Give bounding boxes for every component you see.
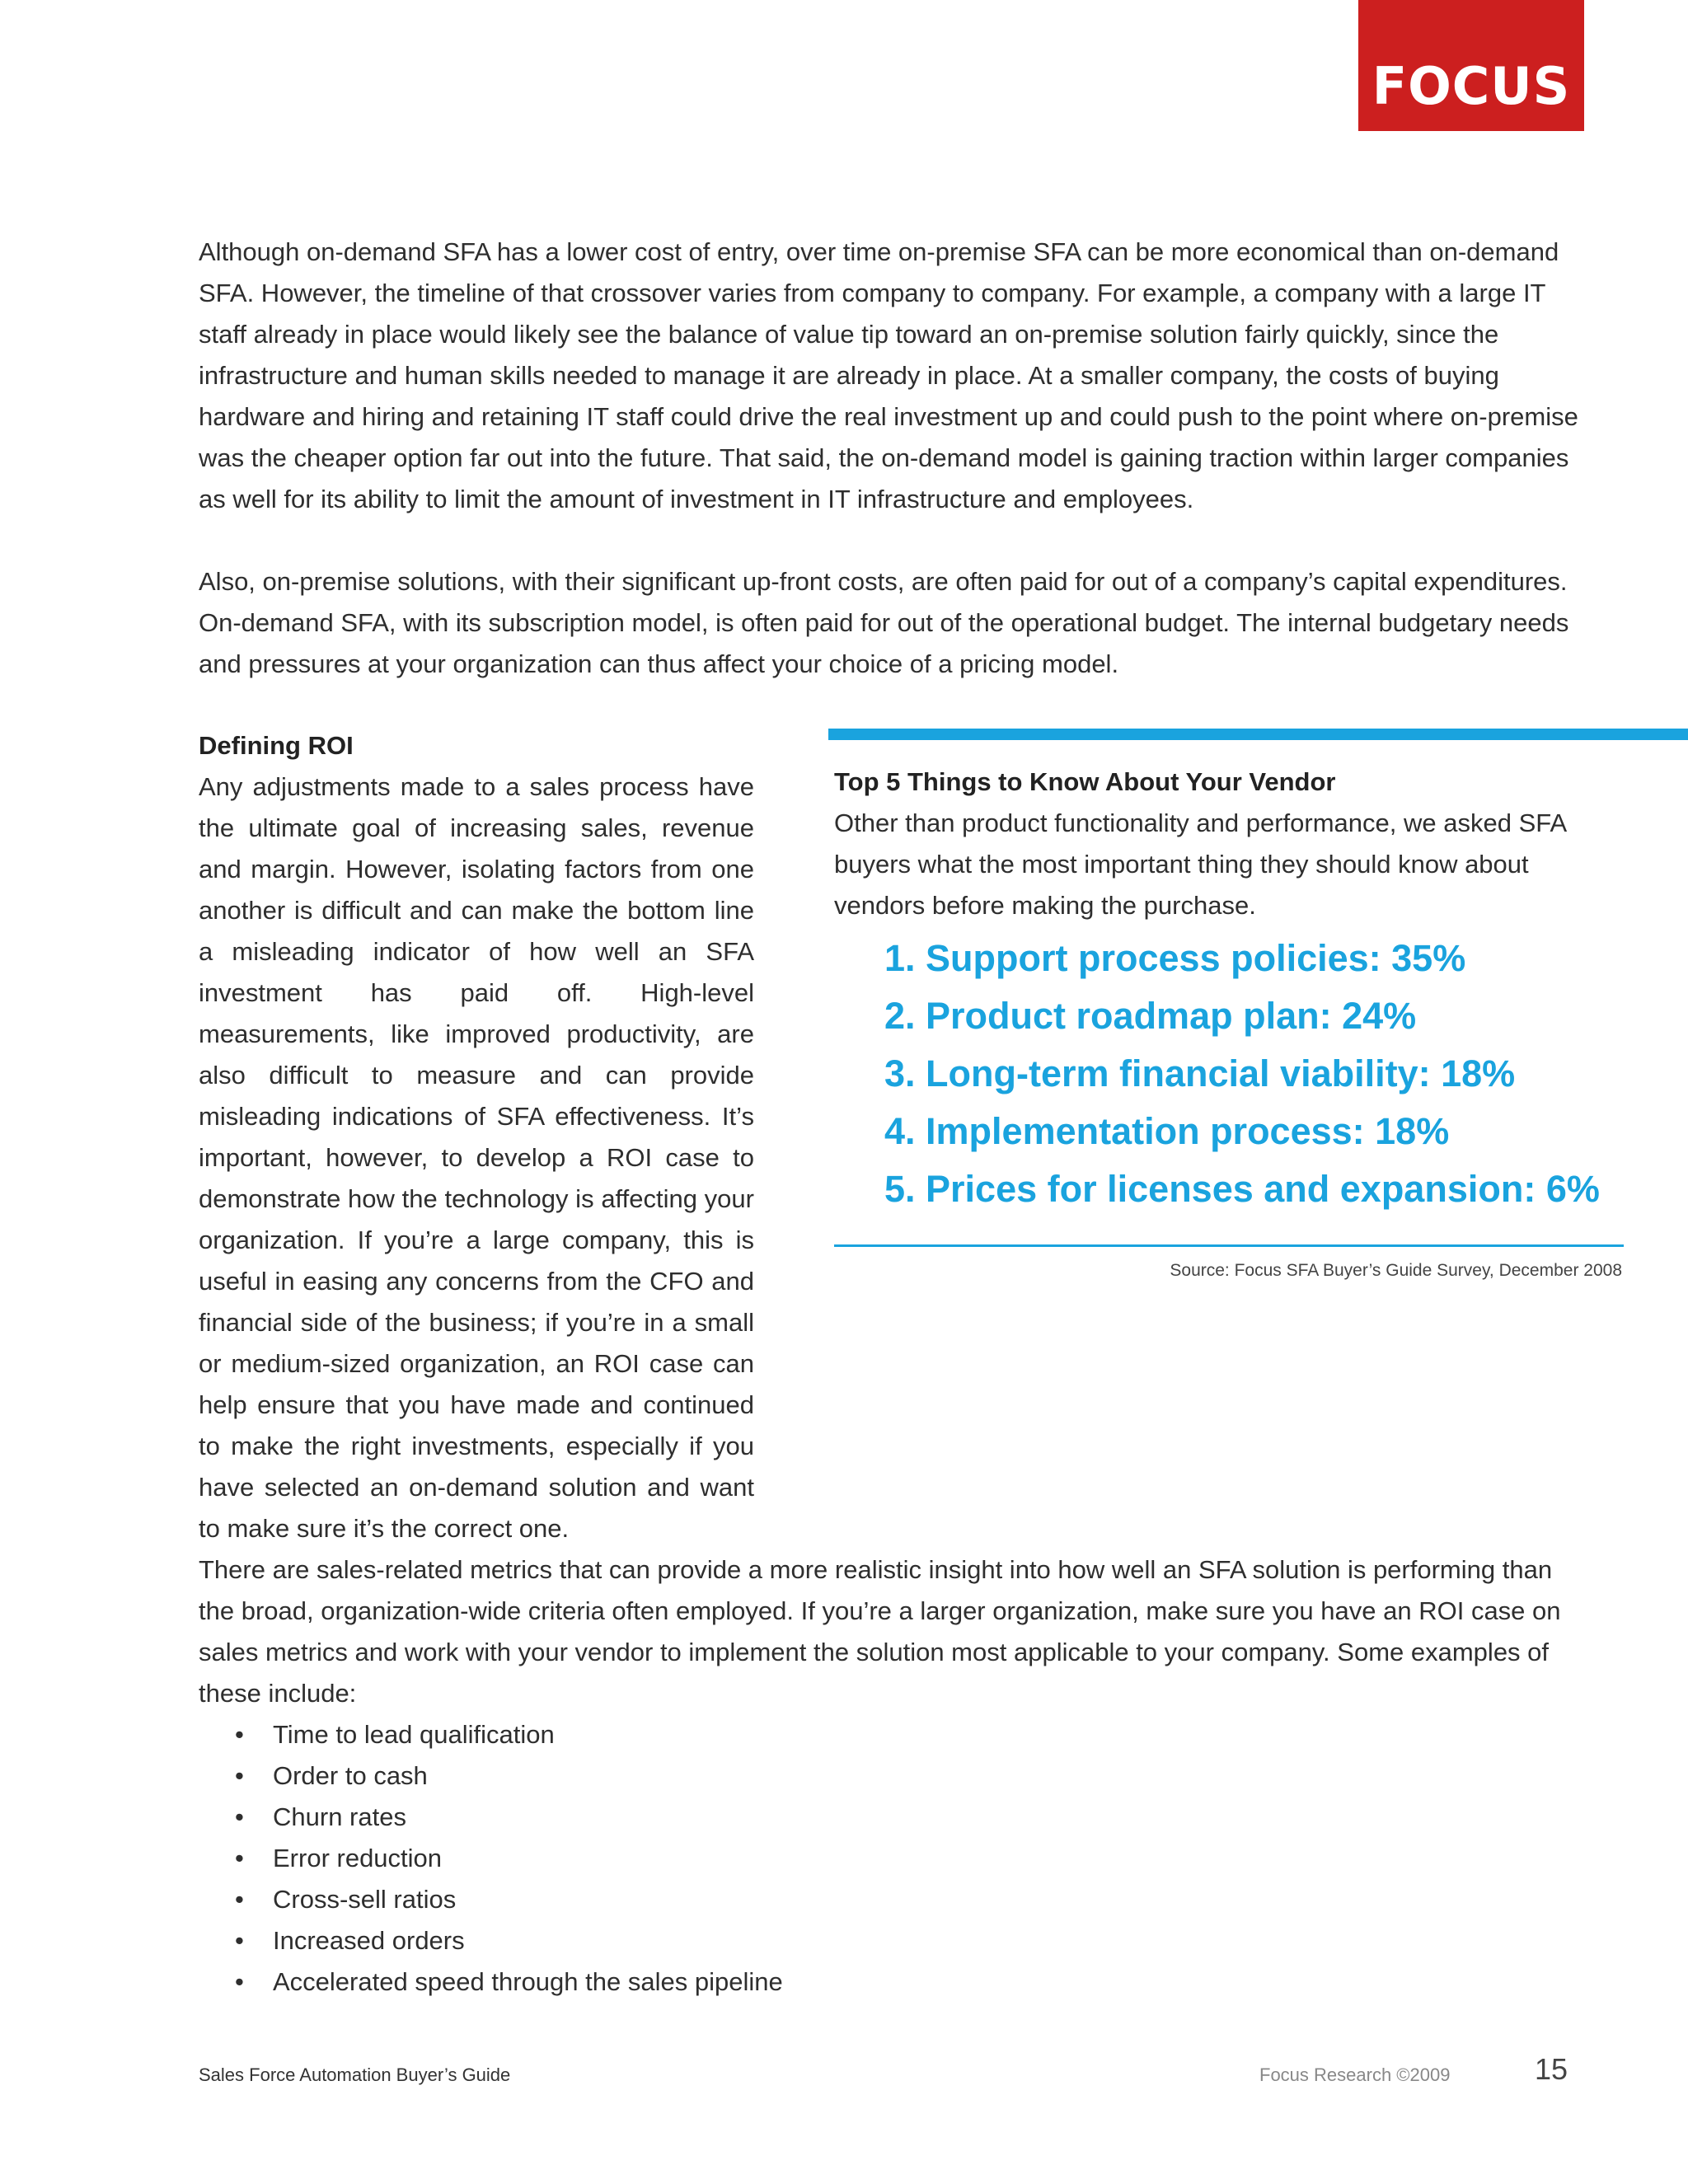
logo-text: FOCUS <box>1372 56 1571 116</box>
list-item-text: Churn rates <box>273 1802 406 1831</box>
bullet-icon: • <box>235 1885 244 1914</box>
roi-text: Any adjustments made to a sales process have the ultimate goal of increasing sales, revenue and margin. However, isolating factors from one another is difficult and can make the bottom line a misleading indicator of how well an SFA investment has paid off. High-level measurements, like improved productivity, are also difficult to measure and can provide misleading indications of SFA effectiveness. It’s important, however, to develop a ROI case to demonstrate how the technology is affecting your organization. If you’re a large company, this is useful in easing any concerns from the CFO and financial side of the business; if you’re in a small or medium-sized organization, an ROI case can help ensure that you have made and continued to make the right investments, especially if you have selected an on-demand solution and want to make sure it’s the correct one. <box>199 772 754 1543</box>
bullet-icon: • <box>235 1967 244 1996</box>
top-five-list <box>884 930 1600 1218</box>
list-item <box>235 1714 783 1755</box>
bullet-icon: • <box>235 1761 244 1790</box>
list-item <box>235 1961 783 2003</box>
list-item <box>235 1838 783 1879</box>
roi-heading: Defining ROI <box>199 731 354 760</box>
footer-title: Sales Force Automation Buyer’s Guide <box>199 2064 511 2085</box>
list-item-text: Time to lead qualification <box>273 1720 555 1749</box>
list-item-text: Increased orders <box>273 1926 465 1955</box>
sidebar-heading: Top 5 Things to Know About Your Vendor <box>834 767 1336 796</box>
list-item <box>235 1879 783 1920</box>
sidebar-text: Other than product functionality and performance, we asked SFA buyers what the most important thing they should know about vendors before making the purchase. <box>834 808 1566 920</box>
list-item-text: Order to cash <box>273 1761 428 1790</box>
sidebar-bottom-rule <box>834 1244 1624 1247</box>
bullet-icon: • <box>235 1802 244 1831</box>
roi-section <box>199 725 754 1549</box>
sidebar-top-rule <box>828 729 1688 740</box>
intro-paragraph: Although on-demand SFA has a lower cost of entry, over time on-premise SFA can be more economical than on-demand SFA. However, the timeline of that crossover varies from company to company. For example, a company with a large IT staff already in place would likely see the balance of value tip toward an on-premise solution fairly quickly, since the infrastructure and human skills needed to manage it are already in place. At a smaller company, the costs of buying hardware and hiring and retaining IT staff could drive the real investment up and could push to the point where on-premise was the cheaper option far out into the future. That said, the on-demand model is gaining traction within larger companies as well for its ability to limit the amount of investment in IT infrastructure and employees. <box>199 237 1578 513</box>
list-item: 5. Prices for licenses and expansion: 6% <box>884 1168 1600 1210</box>
list-item: 2. Product roadmap plan: 24% <box>884 995 1417 1037</box>
list-item <box>235 1920 783 1961</box>
focus-logo <box>1358 0 1584 131</box>
source-note: Source: Focus SFA Buyer’s Guide Survey, December 2008 <box>1170 1261 1622 1280</box>
footer-copyright: Focus Research ©2009 <box>1259 2064 1451 2085</box>
list-item: 3. Long-term financial viability: 18% <box>884 1052 1516 1094</box>
list-item: 4. Implementation process: 18% <box>884 1110 1450 1152</box>
metrics-paragraph: There are sales-related metrics that can provide a more realistic insight into how well an SFA solution is performing than the broad, organization-wide criteria often employed. If you’re a larger organization, make sure you have an ROI case on sales metrics and work with your vendor to implement the solution most applicable to your company. Some examples of these include: <box>199 1555 1561 1708</box>
metrics-list <box>235 1714 783 2003</box>
bullet-icon: • <box>235 1926 244 1955</box>
capex-paragraph: Also, on-premise solutions, with their significant up-front costs, are often paid for out of a company’s capital expenditures. On-demand SFA, with its subscription model, is often paid for out of the operational budget. The internal budgetary needs and pressures at your organization can thus affect your choice of a pricing model. <box>199 567 1569 678</box>
list-item <box>235 1797 783 1838</box>
list-item-text: Cross-sell ratios <box>273 1885 457 1914</box>
list-item-text: Error reduction <box>273 1844 443 1872</box>
list-item-text: Accelerated speed through the sales pipeline <box>273 1967 783 1996</box>
page-number: 15 <box>1535 2052 1568 2086</box>
bullet-icon: • <box>235 1720 244 1749</box>
list-item <box>235 1755 783 1797</box>
bullet-icon: • <box>235 1844 244 1872</box>
list-item: 1. Support process policies: 35% <box>884 937 1466 979</box>
